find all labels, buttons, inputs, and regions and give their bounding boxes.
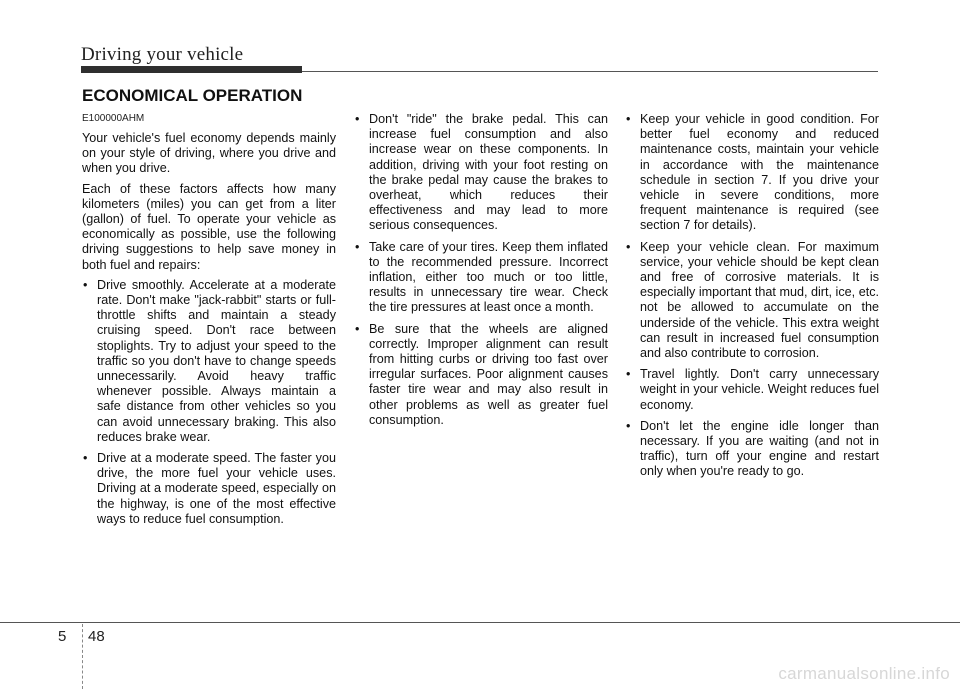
- header-title: Driving your vehicle: [81, 44, 244, 65]
- intro-paragraph: Each of these factors affects how many kilometers (miles) you can get from a liter (gallon) of fuel. To operate your vehicle as economically as possible, use the following driving suggestions to help save money in both fuel and repairs:: [82, 181, 336, 272]
- column-1: [82, 112, 336, 533]
- list-item: [625, 419, 879, 480]
- header-accent-bar: [81, 66, 302, 73]
- list-item-text: Don't let the engine idle longer than necessary. If you are waiting (and not in traffic), turn off your engine and restart only when you're ready to go.: [640, 418, 879, 479]
- page-number: 48: [88, 628, 105, 645]
- tips-list: [625, 112, 879, 480]
- list-item-text: Keep your vehicle in good condition. For better fuel economy and reduced maintenance costs, maintain your vehicle in accordance with the maintenance schedule in section 7. If you drive your vehicle in severe conditions, more frequent maintenance is required (see section 7 for details).: [640, 112, 879, 233]
- list-item: [625, 240, 879, 362]
- list-item: [625, 367, 879, 413]
- tips-list: [82, 278, 336, 527]
- list-item-text: Be sure that the wheels are aligned correctly. Improper alignment can result from hitting curbs or driving too fast over irregular surfaces. Poor alignment causes faster tire wear and may also result in other problems as well as greater fuel consumption.: [369, 321, 608, 427]
- bullet-icon: •: [626, 367, 631, 382]
- section-number: 5: [58, 628, 67, 645]
- header-rule: [302, 71, 878, 72]
- bullet-icon: •: [83, 277, 88, 292]
- list-item: [82, 278, 336, 445]
- list-item-text: Drive at a moderate speed. The faster you drive, the more fuel your vehicle uses. Driving at a moderate speed, especially on the highway, is one of the most effective ways to reduce fuel consumption.: [97, 451, 336, 526]
- list-item: [625, 112, 879, 234]
- list-item: [354, 240, 608, 316]
- list-item-text: Don't "ride" the brake pedal. This can increase fuel consumption and also increase wear on these components. In addition, driving with your foot resting on the brake pedal may cause the brakes to overheat, which reduces their effectiveness and may lead to more serious consequences.: [369, 112, 608, 233]
- column-2: [354, 112, 608, 434]
- watermark: carmanualsonline.info: [778, 664, 950, 683]
- footer-divider: [82, 624, 83, 689]
- bullet-icon: •: [626, 112, 631, 126]
- intro-paragraph: Your vehicle's fuel economy depends mainly on your style of driving, where you drive and when you drive.: [82, 131, 336, 176]
- section-code: E100000AHM: [82, 113, 145, 124]
- bullet-icon: •: [355, 321, 360, 336]
- list-item-text: Drive smoothly. Accelerate at a moderate rate. Don't make "jack-rabbit" starts or full-throttle shifts and maintain a steady cruising speed. Don't race between stoplights. Try to adjust your speed to the traffic so you don't have to change speeds unnecessarily. Avoid heavy traffic whenever possible. Always maintain a safe distance from other vehicles so you can avoid unnecessary braking. This also reduces brake wear.: [97, 277, 336, 444]
- column-3: [625, 112, 879, 486]
- bullet-icon: •: [355, 112, 360, 126]
- list-item: [354, 322, 608, 428]
- list-item-text: Travel lightly. Don't carry unnecessary weight in your vehicle. Weight reduces fuel economy.: [640, 367, 879, 412]
- list-item-text: Take care of your tires. Keep them inflated to the recommended pressure. Incorrect inflation, either too much or too little, results in unnecessary tire wear. Check the tire pressures at least once a month.: [369, 239, 608, 315]
- bullet-icon: •: [83, 451, 88, 466]
- list-item-text: Keep your vehicle clean. For maximum service, your vehicle should be kept clean and free of corrosive materials. It is especially important that mud, dirt, ice, etc. not be allowed to accumulate on the underside of the vehicle. This extra weight can result in increased fuel consumption and also contribute to corrosion.: [640, 239, 879, 361]
- bullet-icon: •: [355, 239, 360, 254]
- bullet-icon: •: [626, 418, 631, 433]
- list-item: [82, 451, 336, 527]
- bullet-icon: •: [626, 239, 631, 254]
- section-title: ECONOMICAL OPERATION: [82, 86, 303, 105]
- list-item: [354, 112, 608, 234]
- tips-list: [354, 112, 608, 428]
- footer-rule: [0, 622, 960, 623]
